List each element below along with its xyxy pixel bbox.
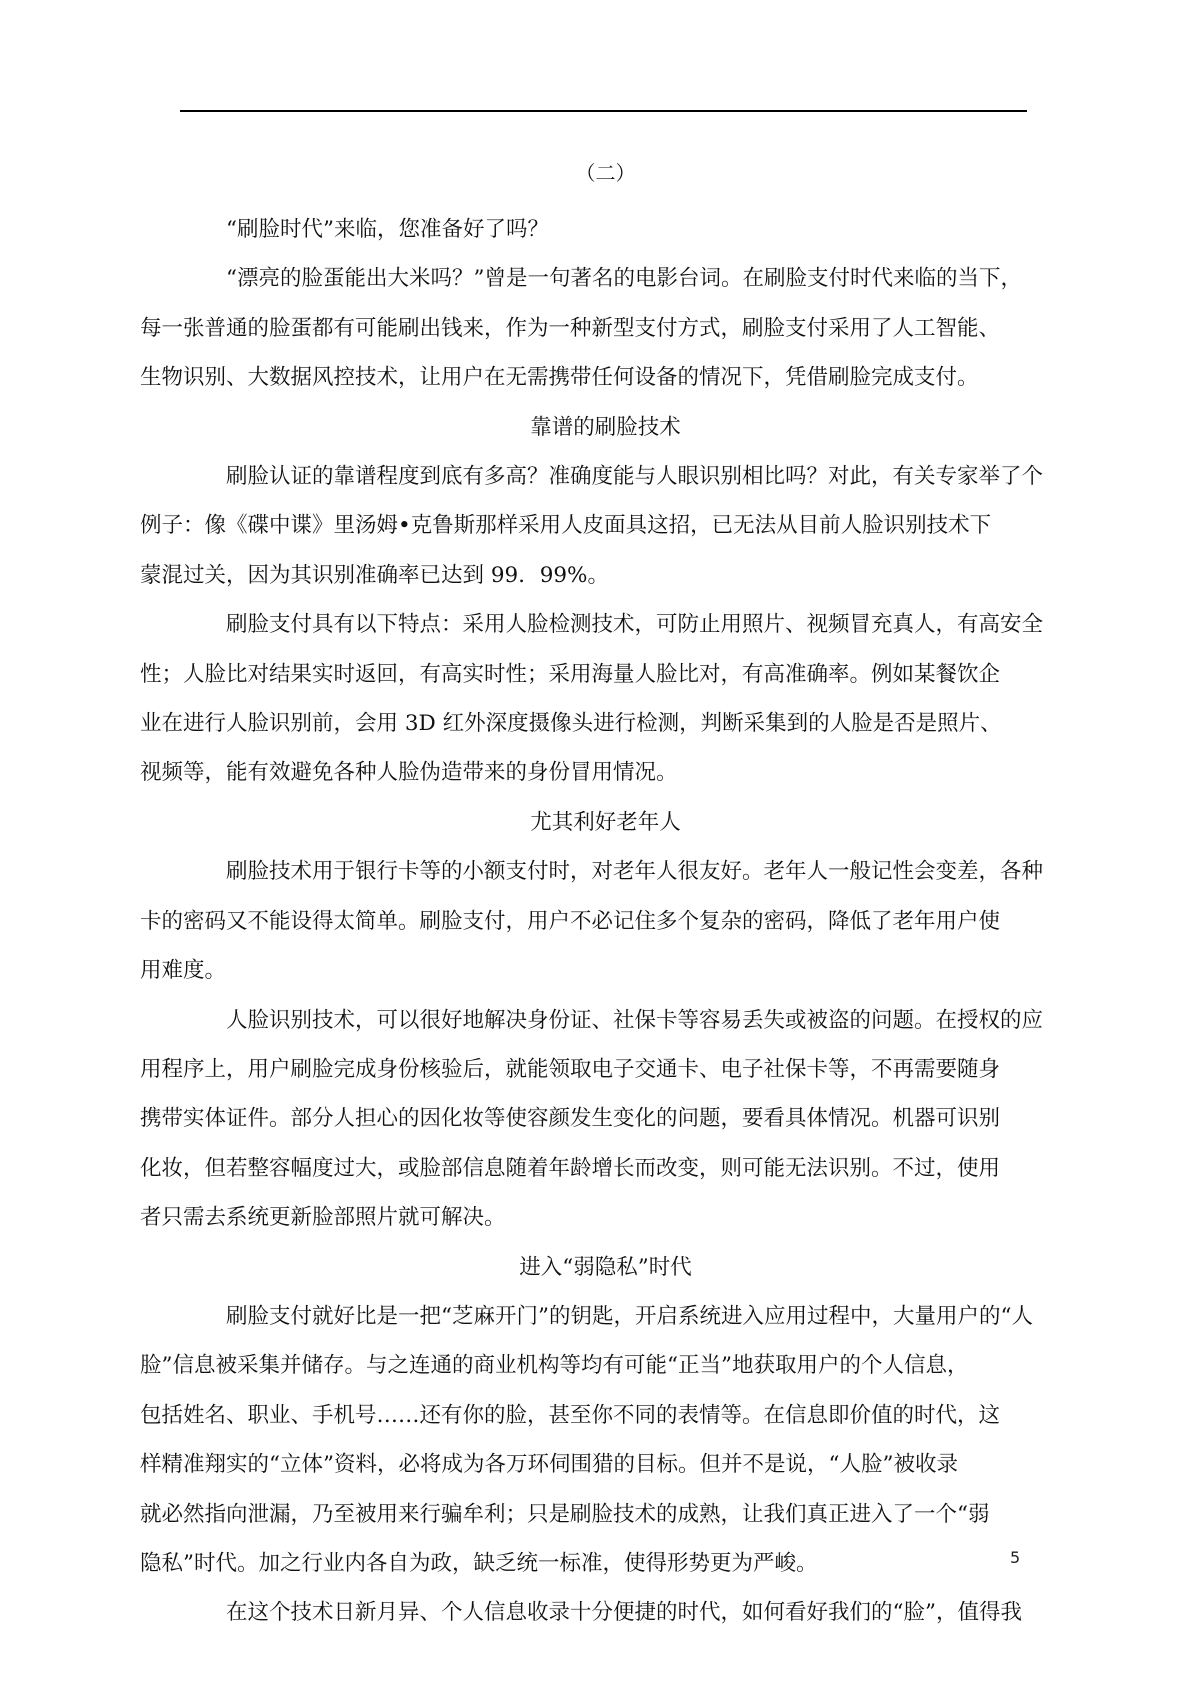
paragraph-line: “刷脸时代”来临，您准备好了吗？ <box>226 217 549 242</box>
paragraph-line: 蒙混过关，因为其识别准确率已达到 99．99%。 <box>140 562 609 588</box>
paragraph <box>183 205 1028 254</box>
paragraph-line: 样精准翔实的“立体”资料，必将成为各万环伺围猎的目标。但并不是说，“人脸”被收录 <box>140 1452 958 1478</box>
header-rule <box>180 110 1027 112</box>
paragraph-line: 脸”信息被采集并储存。与之连通的商业机构等均有可能“正当”地获取用户的个人信息， <box>140 1353 969 1379</box>
paragraph <box>183 1588 1028 1637</box>
paragraph <box>140 996 1044 1243</box>
section-heading: 尤其利好老年人 <box>530 809 681 835</box>
paragraph-line: 用难度。 <box>140 958 227 984</box>
paragraph <box>140 847 1044 995</box>
section-heading: 进入“弱隐私”时代 <box>519 1254 692 1280</box>
paragraph-line: 视频等，能有效避免各种人脸伪造带来的身份冒用情况。 <box>140 760 678 786</box>
paragraph-line: 生物识别、大数据风控技术，让用户在无需携带任何设备的情况下，凭借刷脸完成支付。 <box>140 365 979 391</box>
paragraph-line: 卡的密码又不能设得太简单。刷脸支付，用户不必记住多个复杂的密码，降低了老年用户使 <box>140 908 1001 934</box>
section-number: （二） <box>575 161 636 185</box>
paragraph-line: 包括姓名、职业、手机号……还有你的脸，甚至你不同的表情等。在信息即价值的时代，这 <box>140 1402 1001 1428</box>
paragraph-line: 携带实体证件。部分人担心的因化妆等使容颜发生变化的问题，要看具体情况。机器可识别 <box>140 1106 1001 1132</box>
paragraph-line: 化妆，但若整容幅度过大，或脸部信息随着年龄增长而改变，则可能无法识别。不过，使用 <box>140 1155 1001 1181</box>
paragraph-line: 隐私”时代。加之行业内各自为政，缺乏统一标准，使得形势更为严峻。 <box>140 1550 818 1576</box>
paragraph-line: 业在进行人脸识别前，会用 3D 红外深度摄像头进行检测，判断采集到的人脸是否是照片、 <box>140 711 1002 737</box>
paragraph-line: 在这个技术日新月异、个人信息收录十分便捷的时代，如何看好我们的“脸”，值得我 <box>226 1600 1022 1626</box>
section-heading: 靠谱的刷脸技术 <box>530 414 681 440</box>
paragraph-line: 每一张普通的脸蛋都有可能刷出钱来，作为一种新型支付方式，刷脸支付采用了人工智能、 <box>140 315 1001 341</box>
paragraph-line: 刷脸支付就好比是一把“芝麻开门”的钥匙，开启系统进入应用过程中，大量用户的“人 <box>226 1303 1033 1329</box>
paragraph-line: 人脸识别技术，可以很好地解决身份证、社保卡等容易丢失或被盗的问题。在授权的应 <box>226 1007 1044 1033</box>
paragraph-line: 例子：像《碟中谍》里汤姆•克鲁斯那样采用人皮面具这招，已无法从目前人脸识别技术下 <box>140 513 992 539</box>
paragraph <box>140 452 1044 600</box>
paragraph-line: 者只需去系统更新脸部照片就可解决。 <box>140 1205 506 1231</box>
paragraph <box>140 600 1044 798</box>
paragraph-line: 就必然指向泄漏，乃至被用来行骗牟利；只是刷脸技术的成熟，让我们真正进入了一个“弱 <box>140 1501 990 1527</box>
paragraph-line: 用程序上，用户刷脸完成身份核验后，就能领取电子交通卡、电子社保卡等，不再需要随身 <box>140 1056 1001 1082</box>
paragraph-line: 性；人脸比对结果实时返回，有高实时性；采用海量人脸比对，有高准确率。例如某餐饮企 <box>140 661 1001 687</box>
paragraph <box>140 1292 1033 1588</box>
paragraph-line: 刷脸认证的靠谱程度到底有多高？准确度能与人眼识别相比吗？对此，有关专家举了个 <box>226 464 1044 490</box>
paragraph-line: 刷脸支付具有以下特点：采用人脸检测技术，可防止用照片、视频冒充真人，有高安全 <box>226 612 1044 638</box>
document-body <box>140 158 1044 1638</box>
page-number: 5 <box>1010 1548 1021 1567</box>
paragraph-line: “漂亮的脸蛋能出大米吗？”曾是一句著名的电影台词。在刷脸支付时代来临的当下， <box>226 266 1022 292</box>
paragraph-line: 刷脸技术用于银行卡等的小额支付时，对老年人很友好。老年人一般记性会变差，各种 <box>226 859 1044 885</box>
paragraph <box>140 254 1028 402</box>
